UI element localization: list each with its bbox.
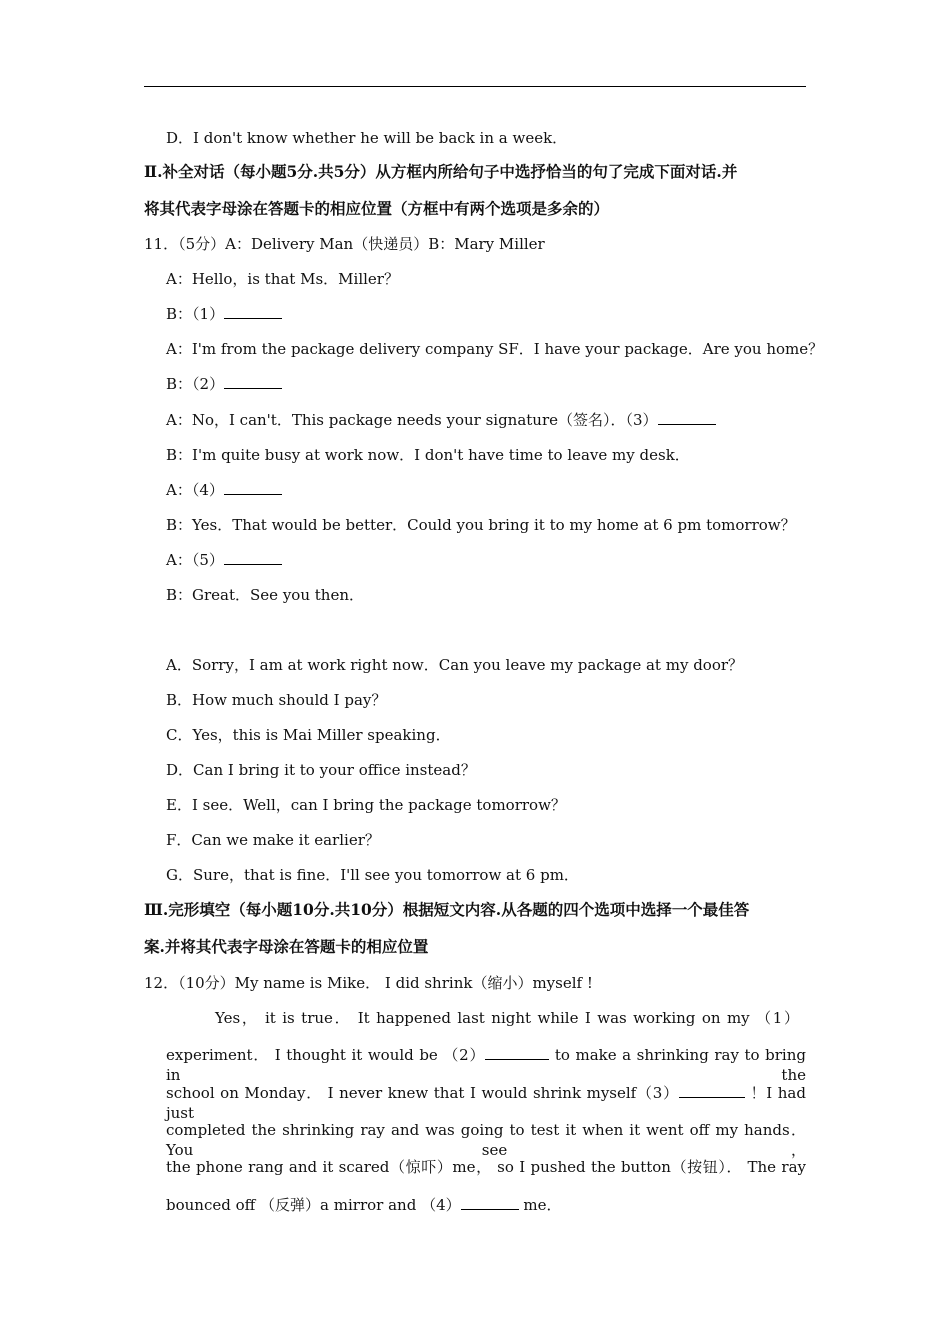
option-d: D．Can I bring it to your office instead？ xyxy=(166,761,476,779)
passage-line-3 xyxy=(166,1083,806,1123)
dialogue-line-7-text: A：（4） xyxy=(166,481,224,499)
answer-blank-5[interactable] xyxy=(224,550,282,565)
passage-line-6-start: bounced off （反弹）a mirror and （4） xyxy=(166,1196,461,1214)
cloze-blank-4[interactable] xyxy=(461,1195,519,1210)
passage-line-6 xyxy=(166,1195,562,1215)
cloze-blank-3[interactable] xyxy=(679,1083,745,1098)
question-12-header: 12．（10分）My name is Mike． I did shrink（缩小）myself ! xyxy=(144,974,593,992)
dialogue-line-9-text: A：（5） xyxy=(166,551,224,569)
dialogue-line-3: A：I'm from the package delivery company SF．I have your package．Are you home？ xyxy=(166,340,824,358)
dialogue-line-2-text: B：（1） xyxy=(166,305,225,323)
dialogue-line-9 xyxy=(166,550,282,570)
dialogue-line-6: B：I'm quite busy at work now．I don't have time to leave my desk． xyxy=(166,446,690,464)
passage-line-5: the phone rang and it scared（惊吓）me， so I pushed the button（按钮）． The ray xyxy=(166,1158,806,1176)
dialogue-line-7 xyxy=(166,480,282,500)
dialogue-line-10: B：Great．See you then． xyxy=(166,586,364,604)
option-f: F．Can we make it earlier？ xyxy=(166,831,380,849)
dialogue-line-8: B：Yes．That would be better．Could you bring it to my home at 6 pm tomorrow？ xyxy=(166,516,796,534)
passage-line-4: completed the shrinking ray and was going to test it when it went off my hands． You see， xyxy=(166,1121,806,1159)
section-2-heading-line-2: 将其代表字母涂在答题卡的相应位置（方框中有两个选项是多余的） xyxy=(144,199,610,218)
passage-line-2-start: experiment． I thought it would be （2） xyxy=(166,1046,486,1064)
answer-blank-4[interactable] xyxy=(224,480,282,495)
answer-blank-1[interactable] xyxy=(224,304,282,319)
section-3-heading-line-1: Ⅲ.完形填空（每小题10分.共10分）根据短文内容.从各题的四个选项中选择一个最佳答 xyxy=(144,900,750,919)
passage-line-3-end: ！I had just xyxy=(166,1084,806,1122)
dialogue-line-5-text: A：No，I can't．This package needs your signature（签名）．（3） xyxy=(166,411,658,429)
passage-line-2-end: to make a shrinking ray to bring in the xyxy=(166,1046,806,1084)
passage-line-6-end: me． xyxy=(518,1196,562,1214)
answer-blank-2[interactable] xyxy=(224,374,282,389)
option-a: A．Sorry，I am at work right now．Can you leave my package at my door？ xyxy=(166,656,744,674)
question-11-header: 11．（5分）A：Delivery Man（快递员）B：Mary Miller xyxy=(144,235,545,253)
dialogue-line-4 xyxy=(166,374,282,394)
dialogue-line-1: A：Hello，is that Ms．Miller？ xyxy=(166,270,399,288)
dialogue-line-5 xyxy=(166,410,716,430)
option-c: C．Yes，this is Mai Miller speaking． xyxy=(166,726,451,744)
dialogue-line-2 xyxy=(166,304,282,324)
header-rule xyxy=(144,86,806,87)
answer-blank-3[interactable] xyxy=(658,410,716,425)
section-3-heading-line-2: 案.并将其代表字母涂在答题卡的相应位置 xyxy=(144,937,429,956)
cloze-blank-2[interactable] xyxy=(485,1045,549,1060)
passage-line-2 xyxy=(166,1045,806,1085)
option-g: G．Sure，that is fine．I'll see you tomorrow at 6 pm． xyxy=(166,866,579,884)
section-2-heading-line-1: Ⅱ.补全对话（每小题5分.共5分）从方框内所给句子中选抒恰当的句了完成下面对话.并 xyxy=(144,162,738,181)
option-b: B．How much should I pay？ xyxy=(166,691,387,709)
passage-line-1: Yes， it is true． It happened last night while I was working on my （1） xyxy=(215,1009,799,1027)
dialogue-line-4-text: B：（2） xyxy=(166,375,225,393)
option-e: E．I see．Well，can I bring the package tomorrow？ xyxy=(166,796,566,814)
option-d-previous: D．I don't know whether he will be back in a week． xyxy=(166,129,568,147)
passage-line-3-start: school on Monday． I never knew that I would shrink myself（3） xyxy=(166,1084,679,1102)
